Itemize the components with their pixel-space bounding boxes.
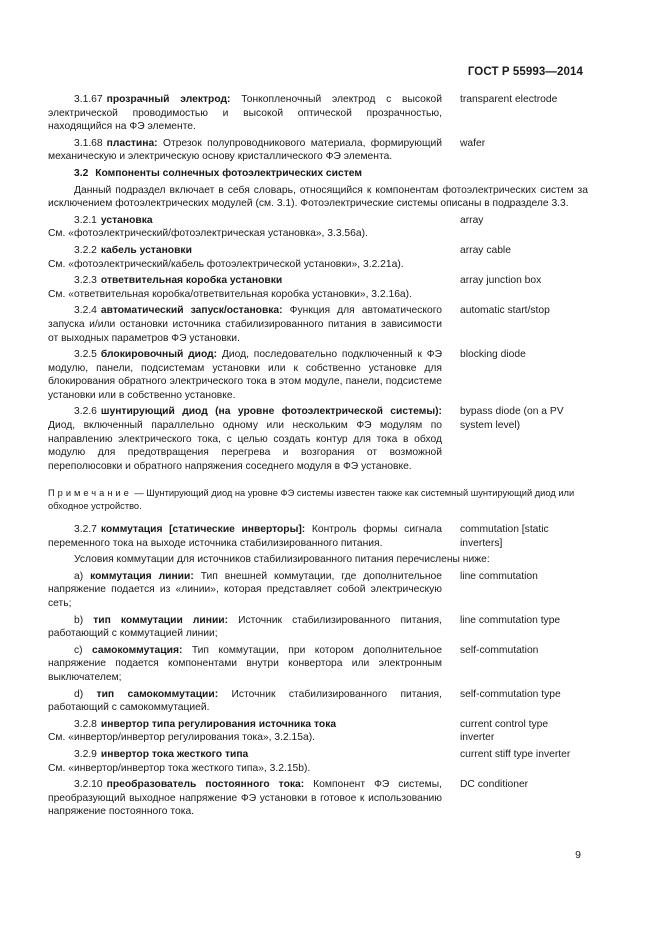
term-entry-3-2-4 xyxy=(48,304,588,345)
term-reference: См. «фотоэлектрический/кабель фотоэлектрической установки», 3.2.21а). xyxy=(48,258,404,270)
term-name: шунтирующий диод (на уровне фотоэлектрической системы): xyxy=(100,406,442,418)
term-ru xyxy=(48,93,442,134)
term-en: array cable xyxy=(460,244,511,256)
term-definition: Отрезок полупроводникового материала, формирующий механическую и электрическую основу кристаллического ФЭ элемента. xyxy=(48,137,442,163)
term-number: 3.1.68 xyxy=(74,137,103,149)
term-number: 3.2.7 xyxy=(74,524,97,536)
term-ru xyxy=(48,304,442,345)
list-letter: d) xyxy=(74,688,84,700)
list-letter: b) xyxy=(74,614,84,626)
term-number: 3.2.6 xyxy=(74,406,97,418)
term-ru xyxy=(48,137,442,164)
term-en: self-commutation type xyxy=(460,688,561,700)
term-definition: Функция для автоматического запуска и/или остановки источника стабилизированного питания в зависимости от выходных параметров ФЭ установки. xyxy=(48,305,442,344)
term-name: ответвительная коробка установки xyxy=(100,275,283,287)
term-entry-3-2-1 xyxy=(48,214,588,241)
term-reference: См. «инвертор/инвертор тока жесткого типа», 3.2.15b). xyxy=(48,762,311,774)
list-item-ru xyxy=(48,614,442,641)
term-ru xyxy=(48,244,442,271)
term-name: тип коммутации линии: xyxy=(93,614,229,626)
term-number: 3.2.4 xyxy=(74,305,97,317)
term-reference: См. «ответвительная коробка/ответвительная коробка установки», 3.2.16а). xyxy=(48,288,412,300)
list-item-ru xyxy=(48,688,442,715)
term-name: прозрачный электрод: xyxy=(106,94,231,105)
term-name: блокировочный диод: xyxy=(100,349,218,361)
list-item-a xyxy=(48,570,588,611)
term-entry-3-2-9 xyxy=(48,748,588,775)
term-en: transparent electrode xyxy=(460,94,558,105)
term-ru xyxy=(48,214,442,241)
page-header-standard: ГОСТ Р 55993—2014 xyxy=(467,66,583,78)
list-item-c xyxy=(48,644,588,685)
term-ru xyxy=(48,405,442,473)
term-en: commutation [static inverters] xyxy=(460,524,549,549)
term-entry-3-2-6 xyxy=(48,405,588,473)
term-definition: Тип внешней коммутации, где дополнительное напряжение подается из «линии», которая представляет собой электрическую сеть; xyxy=(48,570,442,609)
term-number: 3.2.2 xyxy=(74,244,97,256)
term-en: array xyxy=(460,214,484,226)
term-name: преобразователь постоянного тока: xyxy=(106,779,305,791)
term-name: установка xyxy=(100,214,153,226)
term-entry-3-2-2 xyxy=(48,244,588,271)
term-en: line commutation xyxy=(460,570,538,582)
term-entry-3-2-10 xyxy=(48,778,588,819)
page-number: 9 xyxy=(575,849,581,861)
section-title: Компоненты солнечных фотоэлектрических систем xyxy=(95,167,362,179)
term-definition: Компонент ФЭ системы, преобразующий выходное напряжение ФЭ установки в готовое к использованию напряжение постоянного тока. xyxy=(48,779,442,818)
term-en: wafer xyxy=(460,137,486,149)
note-text: — Шунтирующий диод на уровне ФЭ системы известен также как системный шунтирующий диод или обходное устройство. xyxy=(48,488,575,512)
section-number: 3.2 xyxy=(74,167,89,179)
term-definition: Диод, включенный параллельно одному или нескольким ФЭ модулям по направлению электрического тока, с целью создать контур для тока в обход модулю для предотвращения перегрева и возгорания от возможной переполюсовки и обратного напряжения соседнего модуля в ФЭ установке. xyxy=(48,420,442,472)
term-number: 3.2.1 xyxy=(74,214,97,226)
term-definition: Тонкопленочный электрод с высокой электрической проводимостью и высокой оптической прозрачностью, находящийся на ФЭ элементе. xyxy=(48,94,443,133)
term-name: тип самокоммутации: xyxy=(96,688,219,700)
term-ru xyxy=(48,718,442,745)
term-entry-3-2-7 xyxy=(48,523,588,550)
list-item-b xyxy=(48,614,588,641)
term-entry-3-2-3 xyxy=(48,274,588,301)
term-definition: Источник стабилизированного питания, работающий с самокоммутацией. xyxy=(48,688,442,714)
term-definition: Тип коммутации, при котором дополнительное напряжение подается компонентами внутри конвертора или электронным выключателем; xyxy=(48,644,442,683)
list-item-ru xyxy=(48,644,442,685)
term-name: пластина: xyxy=(106,137,158,149)
term-number: 3.2.9 xyxy=(74,748,97,760)
term-ru xyxy=(48,274,442,301)
term-number: 3.2.5 xyxy=(74,349,97,361)
section-intro: Данный подраздел включает в себя словарь, относящийся к компонентам фотоэлектрических систем за исключением фотоэлектрических модулей (см. 3.1). Фотоэлектрические системы описаны в подразделе 3.3. xyxy=(48,184,588,210)
term-entry-3-2-5 xyxy=(48,348,588,402)
term-en: line commutation type xyxy=(460,614,561,626)
term-number: 3.2.10 xyxy=(74,779,103,791)
term-name: коммутация линии: xyxy=(90,570,194,582)
list-letter: c) xyxy=(74,644,83,656)
term-number: 3.1.67 xyxy=(74,94,103,105)
list-item-d xyxy=(48,688,588,715)
term-definition: Диод, последовательно подключенный к ФЭ модулю, панели, подсистемам установки или к собственно установке для блокирования обратного электрического тока в этом модуле, панели, подсистеме установки или в собственно установке. xyxy=(48,349,442,401)
term-en: bypass diode (on a PV system level) xyxy=(460,406,564,432)
section-heading xyxy=(74,167,588,181)
term-reference: См. «фотоэлектрический/фотоэлектрическая установка», 3.3.56а). xyxy=(48,228,368,240)
document-body xyxy=(48,93,588,822)
list-item-ru xyxy=(48,570,442,611)
term-en: current control type inverter xyxy=(460,718,549,744)
term-definition: Контроль формы сигнала переменного тока на выходе источника стабилизированного питания. xyxy=(48,524,442,549)
term-name: инвертор типа регулирования источника тока xyxy=(100,718,337,730)
note xyxy=(48,487,588,513)
term-name: кабель установки xyxy=(100,244,192,256)
term-en: array junction box xyxy=(460,275,542,287)
term-number: 3.2.3 xyxy=(74,275,97,287)
conditions-intro: Условия коммутации для источников стабилизированного питания перечислены ниже: xyxy=(74,554,490,566)
term-en: self-commutation xyxy=(460,644,539,656)
term-en: blocking diode xyxy=(460,349,526,361)
term-entry-3-1-67 xyxy=(48,93,588,134)
term-ru xyxy=(48,748,442,775)
term-number: 3.2.8 xyxy=(74,718,97,730)
term-entry-3-2-8 xyxy=(48,718,588,745)
term-entry-3-1-68 xyxy=(48,137,588,164)
note-label: Примечание xyxy=(48,488,132,499)
list-letter: a) xyxy=(74,570,84,582)
term-definition: Источник стабилизированного питания, работающий с коммутацией линии; xyxy=(48,614,442,640)
term-en: automatic start/stop xyxy=(460,305,550,317)
term-name: самокоммутация: xyxy=(92,644,183,656)
term-ru xyxy=(48,348,442,402)
term-en: DC conditioner xyxy=(460,779,529,791)
term-reference: См. «инвертор/инвертор регулирования тока», 3.2.15а). xyxy=(48,732,316,744)
term-name: автоматический запуск/остановка: xyxy=(100,305,283,317)
term-en: current stiff type inverter xyxy=(460,748,571,760)
term-ru xyxy=(48,778,442,819)
term-name: инвертор тока жесткого типа xyxy=(100,748,249,760)
term-ru xyxy=(48,523,442,550)
term-name: коммутация [статические инверторы]: xyxy=(100,524,306,536)
